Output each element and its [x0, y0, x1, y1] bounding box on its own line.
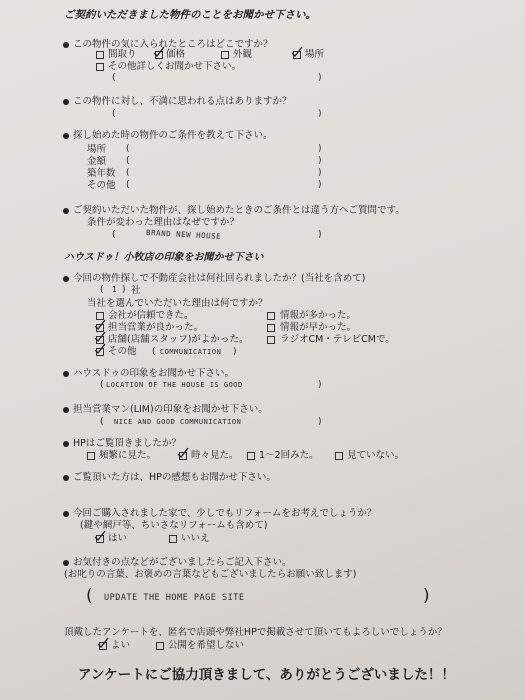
paren-close: ) — [318, 73, 322, 83]
paren-open: ( — [86, 586, 93, 606]
checkmark-icon — [94, 343, 106, 355]
q11-text: お気付きの点などがございましたらご記入下さい。 — [73, 557, 292, 568]
q2-text: この物件に対し、不満に思われる点はありますか？ — [73, 96, 292, 107]
option-info-fast: 情報が早かった。 — [280, 322, 357, 333]
field-label-location: 場所 — [87, 144, 107, 155]
footer-thanks: アンケートにご協力頂きまして、ありがとうございました！！ — [78, 667, 455, 683]
field-label-other: その他 — [87, 180, 116, 191]
paren-open: ( — [126, 168, 130, 178]
checkmark-icon — [97, 637, 109, 649]
bullet-icon — [63, 371, 69, 377]
q12-text: 頂戴したアンケートを、匿名で店頭や弊社HPで掲載させて頂いてもよろしいでしょうか？ — [64, 627, 447, 638]
option-reform-no: いいえ — [181, 533, 210, 544]
bullet-icon — [63, 511, 69, 517]
checkbox-info-fast[interactable] — [267, 324, 275, 332]
checkbox-hp-often[interactable] — [87, 452, 95, 460]
paren-close: ) — [318, 144, 322, 154]
checkbox-exterior[interactable] — [221, 51, 229, 59]
q1-text: この物件の気に入られたところはどこですか？ — [73, 39, 273, 50]
paren-open: ( — [112, 73, 116, 83]
paren-close: ) — [318, 168, 322, 178]
checkbox-floorplan[interactable] — [96, 51, 104, 59]
q5-company-count: 1 — [112, 285, 118, 294]
option-exterior: 外観 — [233, 49, 253, 60]
option-publish-no: 公開を希望しない — [168, 640, 245, 651]
option-hp-often: 頻繁に見た。 — [99, 450, 157, 461]
paren-close: ) — [318, 180, 322, 190]
q5-handwritten-other: COMMUNICATION — [160, 348, 222, 356]
bullet-icon — [63, 99, 69, 105]
option-hp-not-seen: 見ていない。 — [347, 450, 405, 461]
q4-subtext: 条件が変わった理由はなぜですか？ — [87, 217, 239, 228]
checkbox-hp-not-seen[interactable] — [335, 452, 343, 460]
bullet-icon — [63, 560, 69, 566]
option-floorplan: 間取り — [108, 49, 137, 60]
paren-close: ) — [318, 230, 322, 240]
q7-text: 担当営業マン(LIM)の印象をお聞かせ下さい。 — [73, 404, 268, 415]
option-trust: 会社が信頼できた。 — [108, 310, 194, 321]
option-hp-once-twice: 1～2回みた。 — [259, 450, 319, 461]
q4-handwritten-answer: BRAND NEW HOUSE — [145, 228, 222, 241]
checkbox-other[interactable] — [96, 63, 104, 71]
option-hp-sometimes: 時々見た。 — [191, 450, 239, 461]
paren-close: ) — [233, 347, 237, 357]
paren-close: ) — [318, 417, 322, 427]
paren-close: ) — [423, 586, 430, 606]
q11-handwritten-answer: UPDATE THE HOME PAGE SITE — [104, 593, 245, 603]
field-label-age: 築年数 — [87, 168, 116, 179]
q5-subtext: 当社を選んでいただいた理由は何ですか？ — [87, 298, 268, 309]
option-sales-rep: 担当営業が良かった。 — [108, 322, 204, 333]
q5-count-unit: 社 — [131, 285, 141, 296]
field-label-price: 金額 — [87, 156, 107, 167]
paren-close: ) — [318, 109, 322, 119]
q10-text: 今回ご購入されました家で、少しでもリフォームをお考えでしょうか？ — [73, 508, 377, 519]
option-radio-tv-cm: ラジオCM・テレビCMで。 — [280, 334, 395, 345]
checkbox-publish-no[interactable] — [156, 642, 164, 650]
q11-subtext: (お叱りの言葉、お褒めの言葉などもございましたらお願い致します) — [64, 569, 357, 580]
checkbox-hp-once-twice[interactable] — [247, 452, 255, 460]
q6-text: ハウスドゥの印象をお聞かせ下さい。 — [73, 368, 234, 379]
q6-handwritten-answer: LOCATION OF THE HOUSE IS GOOD — [106, 381, 243, 389]
paren-close: ) — [318, 156, 322, 166]
q9-text: ご覧頂いた方は、HPの感想もお聞かせ下さい。 — [73, 472, 276, 483]
checkbox-info-many[interactable] — [267, 312, 275, 320]
q8-text: HPはご覧頂きましたか？ — [73, 438, 181, 449]
paren-open: ( — [152, 347, 156, 357]
q10-subtext: (鍵や網戸等、ちいさなリフォームも含めて) — [80, 520, 268, 531]
bullet-icon — [63, 276, 69, 282]
option-store-staff: 店舗(店舗スタッフ)がよかった。 — [108, 334, 249, 345]
checkmark-icon — [94, 530, 106, 542]
paren-open: ( — [126, 156, 130, 166]
paren-open: ( — [112, 109, 116, 119]
page-title: ご契約いただきました物件のことをお聞かせ下さい。 — [64, 9, 316, 21]
paren-open: ( — [100, 285, 104, 295]
checkbox-radio-tv-cm[interactable] — [267, 336, 275, 344]
checkmark-icon — [177, 447, 189, 459]
bullet-icon — [63, 133, 69, 139]
q3-text: 探し始めた時の物件のご条件を教えて下さい。 — [73, 130, 273, 141]
bullet-icon — [63, 208, 69, 214]
checkmark-icon — [94, 319, 106, 331]
q7-handwritten-answer: NICE AND GOOD COMMUNICATION — [114, 418, 242, 426]
paren-close: ) — [122, 285, 126, 295]
bullet-icon — [63, 441, 69, 447]
option-reform-yes: はい — [108, 533, 128, 544]
paren-open: ( — [112, 230, 116, 240]
paren-open: ( — [100, 417, 104, 427]
option-location: 場所 — [305, 49, 325, 60]
section-heading: ハウスドゥ！小牧店の印象をお聞かせ下さい — [64, 252, 264, 263]
option-reason-other: その他 — [108, 346, 137, 357]
checkmark-icon — [153, 46, 165, 58]
option-price: 価格 — [166, 49, 186, 60]
option-info-many: 情報が多かった。 — [280, 310, 357, 321]
bullet-icon — [63, 42, 69, 48]
q4-text: ご契約いただいた物件が、探し始めたときのご条件とは違う方へご質問です。 — [73, 205, 405, 216]
paren-open: ( — [100, 380, 104, 390]
option-other: その他詳しくお聞かせ下さい。 — [108, 61, 242, 72]
paren-open: ( — [126, 144, 130, 154]
checkmark-icon — [94, 331, 106, 343]
paren-close: ) — [318, 380, 322, 390]
q5-text: 今回の物件探しで不動産会社は何社回られましたか？(当社を含めて) — [73, 273, 366, 284]
bullet-icon — [63, 475, 69, 481]
checkbox-reform-no[interactable] — [169, 535, 177, 543]
bullet-icon — [63, 407, 69, 413]
paren-open: ( — [126, 180, 130, 190]
option-publish-ok: よい — [111, 640, 131, 651]
checkmark-icon — [291, 46, 303, 58]
